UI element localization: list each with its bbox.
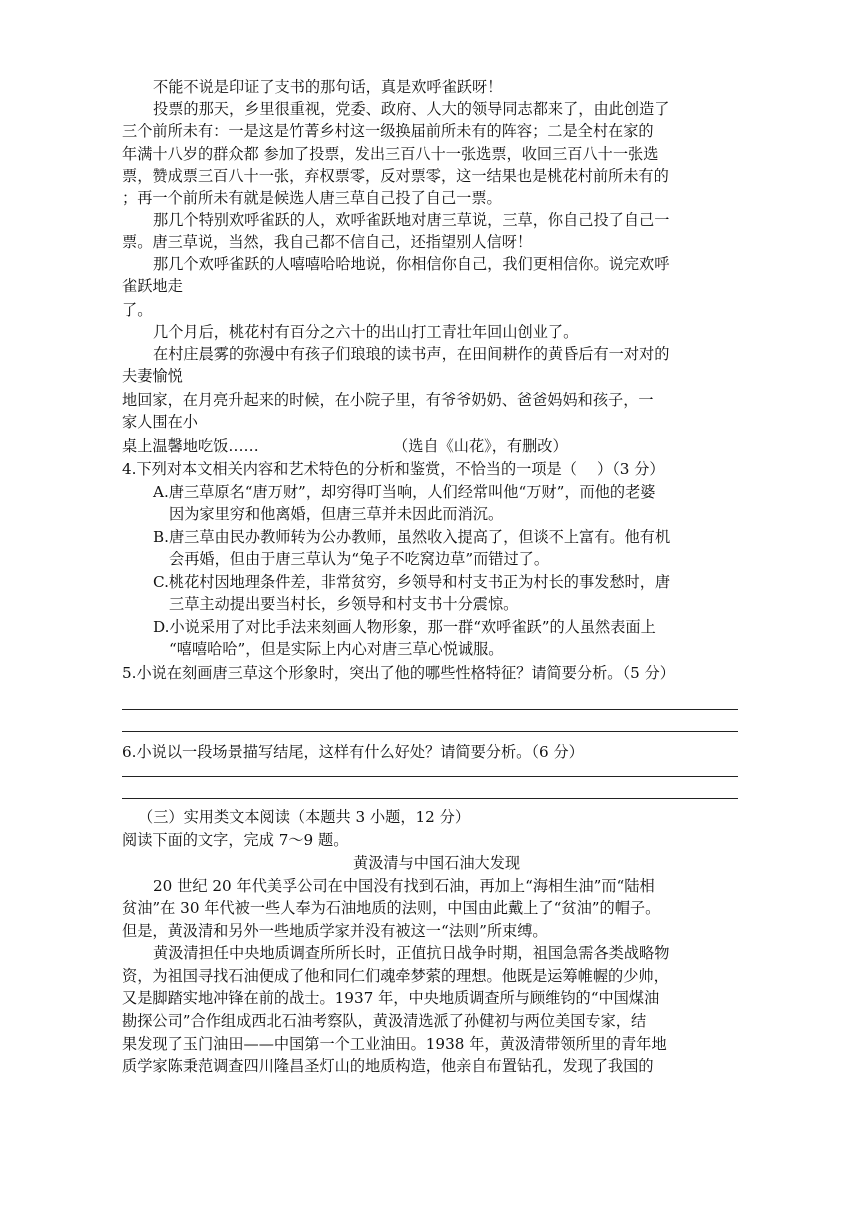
article-line: 勘探公司”合作组成西北石油考察队，黄汲清选派了孙健初与两位美国专家，结 [122,1012,647,1030]
story-line: 几个月后，桃花村有百分之六十的出山打工青壮年回山创业了。 [153,323,579,341]
option-b-line: B.唐三草由民办教师转为公办教师，虽然收入提高了，但谈不上富有。他有机 [153,528,671,546]
story-line: 地回家，在月亮升起来的时候，在小院子里，有爷爷奶奶、爸爸妈妈和孩子，一 [122,391,654,409]
story-line: 了。 [122,301,153,319]
story-line: 年满十八岁的群众都 参加了投票，发出三百八十一张选票，收回三百八十一张选 [122,145,659,163]
story-line: 票，赞成票三百八十一张，弃权票零，反对票零，这一结果也是桃花村前所未有的 [122,167,669,185]
story-line: 夫妻愉悦 [122,367,183,385]
story-line: 雀跃地走 [122,277,183,295]
article-line: 贫油”在 30 年代被一些人奉为石油地质的法则，中国由此戴上了“贫油”的帽子。 [122,899,661,917]
article-line: 黄汲清担任中央地质调查所所长时，正值抗日战争时期，祖国急需各类战略物 [153,944,670,962]
story-line: 在村庄晨雾的弥漫中有孩子们琅琅的读书声，在田间耕作的黄昏后有一对对的 [153,345,670,363]
answer-line[interactable] [122,709,738,710]
option-d-line: D.小说采用了对比手法来刻画人物形象，那一群“欢呼雀跃”的人虽然表面上 [153,618,656,636]
story-line: 桌上温馨地吃饭…… [122,437,259,455]
article-title: 黄汲清与中国石油大发现 [353,854,521,872]
question-5: 5.小说在刻画唐三草这个形象时，突出了他的哪些性格特征？请简要分析。（5 分） [122,664,675,682]
answer-line[interactable] [122,798,738,799]
article-line: 果发现了玉门油田——中国第一个工业油田。1938 年，黄汲清带领所里的青年地 [122,1035,667,1053]
option-c-line: 三草主动提出要当村长，乡领导和村支书十分震惊。 [169,595,519,613]
option-a-line: A.唐三草原名“唐万财”，却穷得叮当响，人们经常叫他“万财”，而他的老婆 [153,483,656,501]
article-line: 质学家陈秉范调查四川隆昌圣灯山的地质构造，他亲自布置钻孔，发现了我国的 [122,1057,654,1075]
article-line: 又是脚踏实地冲锋在前的战士。1937 年，中央地质调查所与顾维钧的“中国煤油 [122,989,660,1007]
story-line: 家人围在小 [122,413,198,431]
question-6: 6.小说以一段场景描写结尾，这样有什么好处？请简要分析。（6 分） [122,743,584,761]
story-line: 票。唐三草说，当然，我自己都不信自己，还指望别人信呀！ [122,233,533,251]
option-c-line: C.桃花村因地理条件差，非常贫穷，乡领导和村支书正为村长的事发愁时，唐 [153,573,671,591]
answer-line[interactable] [122,776,738,777]
story-line: 那几个特别欢呼雀跃的人，欢呼雀跃地对唐三草说，三草，你自己投了自己一 [153,211,670,229]
article-line: 资，为祖国寻找石油便成了他和同仁们魂牵梦萦的理想。他既是运筹帷幄的少帅， [122,967,669,985]
story-line: 那几个欢呼雀跃的人嘻嘻哈哈地说，你相信你自己，我们更相信你。说完欢呼 [153,255,670,273]
story-line: 投票的那天，乡里很重视，党委、政府、人大的领导同志都来了，由此创造了 [153,100,670,118]
section-heading: （三）实用类文本阅读（本题共 3 小题，12 分） [138,808,471,826]
story-line: 三个前所未有：一是这是竹菁乡村这一级换届前所未有的阵容；二是全村在家的 [122,122,654,140]
story-line: ；再一个前所未有就是候选人唐三草自己投了自己一票。 [122,189,502,207]
option-a-line: 因为家里穷和他离婚，但唐三草并未因此而消沉。 [169,505,504,523]
answer-line[interactable] [122,731,738,732]
story-line: 不能不说是印证了支书的那句话，真是欢呼雀跃呀！ [153,78,503,96]
section-instruction: 阅读下面的文字，完成 7～9 题。 [122,831,349,849]
question-4: 4.下列对本文相关内容和艺术特色的分析和鉴赏，不恰当的一项是（ ）（3 分） [122,460,665,478]
option-d-line: “嘻嘻哈哈”，但是实际上内心对唐三草心悦诚服。 [169,640,504,658]
article-line: 20 世纪 20 年代美孚公司在中国没有找到石油，再加上“海相生油”而“陆相 [153,877,655,895]
article-line: 但是，黄汲清和另外一些地质学家并没有被这一“法则”所束缚。 [122,922,548,940]
story-source: （选自《山花》，有删改） [393,437,568,455]
option-b-line: 会再婚，但由于唐三草认为“兔子不吃窝边草”而错过了。 [169,550,550,568]
